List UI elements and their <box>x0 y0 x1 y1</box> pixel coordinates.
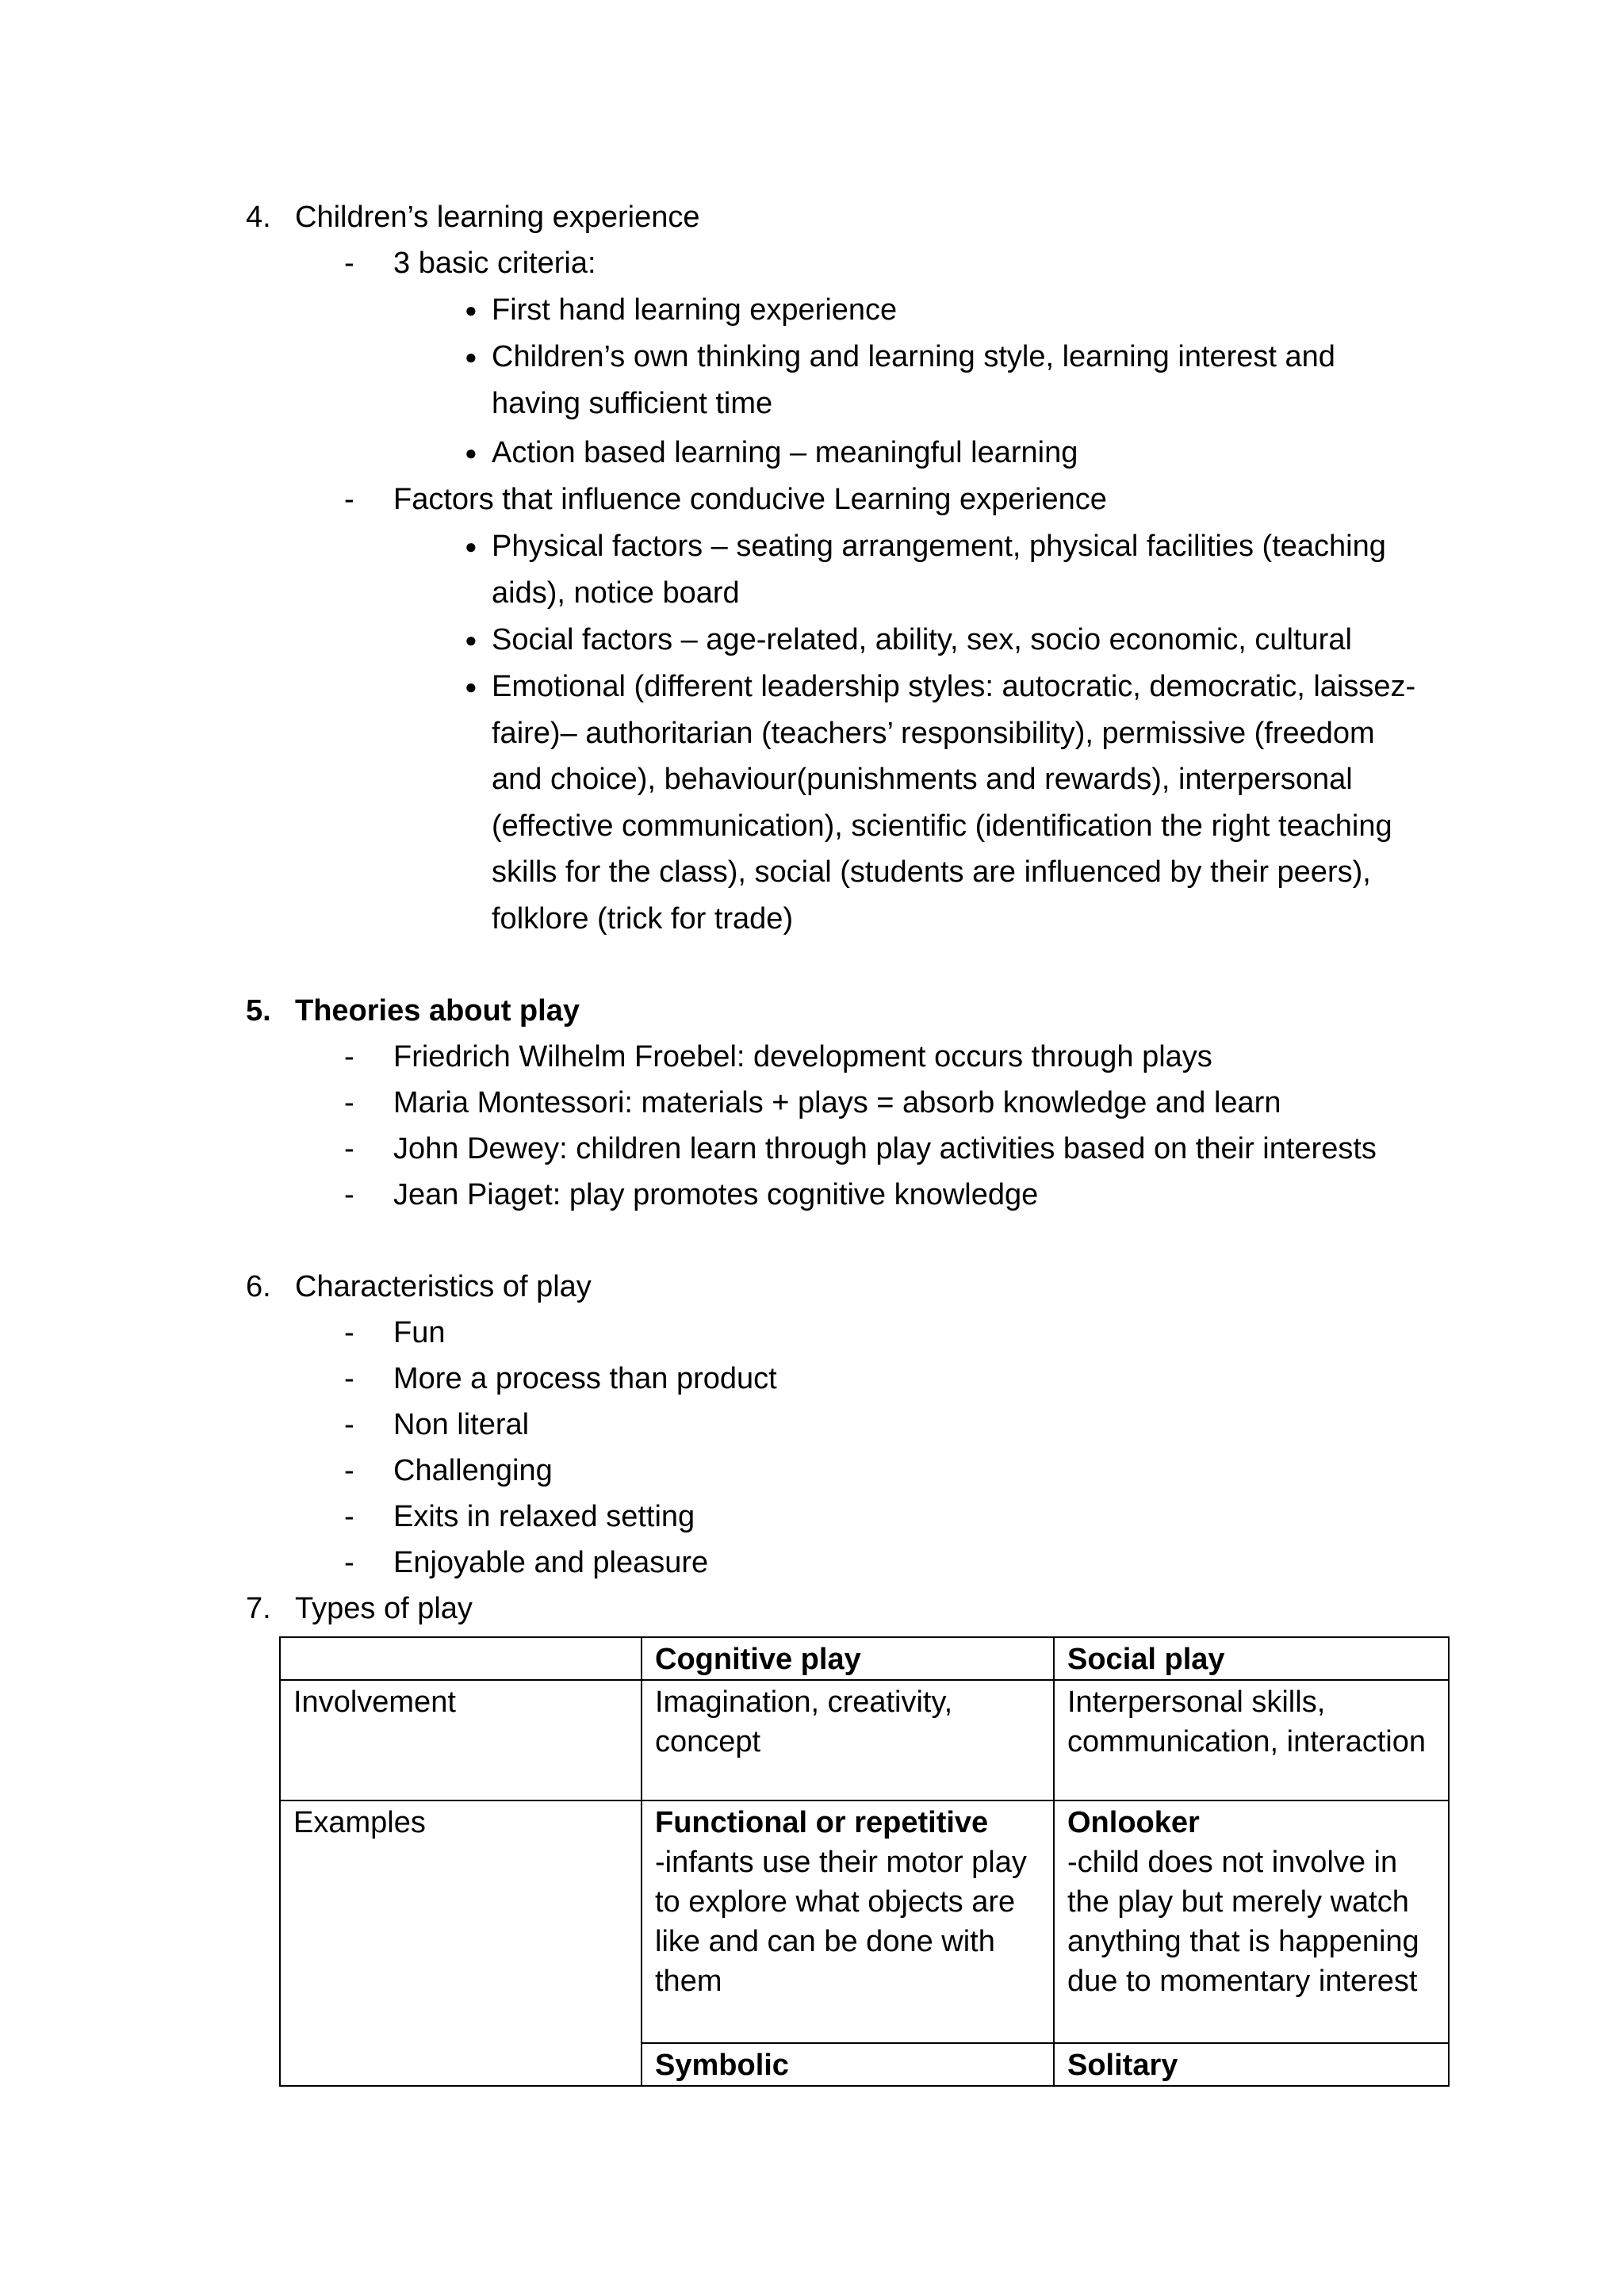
section-title: Theories about play <box>295 994 580 1027</box>
dash-marker: - <box>344 1546 354 1579</box>
factor-item: Social factors – age-related, ability, sex, socio economic, cultural <box>492 623 1352 656</box>
bullet-marker: ● <box>465 345 477 369</box>
bullet-item <box>492 523 1396 616</box>
play-type-title: Onlooker <box>1067 1806 1200 1839</box>
table-header-cell <box>280 1637 642 1680</box>
section-number: 5. <box>246 994 271 1027</box>
criteria-item: First hand learning experience <box>492 293 898 327</box>
dash-marker: - <box>344 1454 354 1487</box>
row-label-cell: Involvement <box>280 1680 642 1800</box>
dash-marker: - <box>344 1362 354 1395</box>
dash-marker: - <box>344 1316 354 1349</box>
factor-item: Physical factors – seating arrangement, physical facilities (teaching aids), notice board <box>492 530 1386 610</box>
section-title: Children’s learning experience <box>295 201 700 234</box>
theory-item: John Dewey: children learn through play activities based on their interests <box>393 1132 1377 1165</box>
types-of-play-table <box>279 1636 1450 2087</box>
bullet-marker: ● <box>465 675 477 698</box>
criteria-item: Action based learning – meaningful learning <box>492 436 1078 469</box>
characteristic-item: Challenging <box>393 1454 553 1487</box>
bullet-marker: ● <box>465 534 477 558</box>
characteristic-item: Exits in relaxed setting <box>393 1500 695 1533</box>
play-type-description: -child does not involve in the play but merely watch anything that is happening due to momentary interest <box>1067 1846 1419 1998</box>
dash-marker: - <box>344 483 354 516</box>
bullet-item <box>492 664 1431 942</box>
table-cell <box>642 2043 1054 2086</box>
theory-item: Jean Piaget: play promotes cognitive knowledge <box>393 1178 1039 1211</box>
dash-marker: - <box>344 1040 354 1073</box>
section-title: Types of play <box>295 1592 473 1625</box>
factors-label: Factors that influence conducive Learning experience <box>393 483 1107 516</box>
table-cell <box>642 1800 1054 2043</box>
bullet-item <box>492 334 1396 427</box>
criteria-label: 3 basic criteria: <box>393 247 596 280</box>
characteristic-item: More a process than product <box>393 1362 777 1395</box>
play-type-title: Symbolic <box>655 2049 789 2082</box>
characteristic-item: Fun <box>393 1316 446 1349</box>
table-cell: Interpersonal skills, communication, interaction <box>1054 1680 1449 1800</box>
characteristic-item: Enjoyable and pleasure <box>393 1546 709 1579</box>
table-header-cell: Cognitive play <box>642 1637 1054 1680</box>
section-number: 6. <box>246 1270 271 1303</box>
factor-item: Emotional (different leadership styles: autocratic, democratic, laissez-faire)– authoritarian (teachers’ responsibility), permissive (freedom and choice), behaviour(punishments and rewards), interpersonal (effective communication), scientific (identification the right teaching skills for the class), social (students are influenced by their peers), folklore (trick for trade) <box>492 670 1416 936</box>
bullet-marker: ● <box>465 298 477 322</box>
table-cell <box>1054 2043 1449 2086</box>
bullet-marker: ● <box>465 441 477 465</box>
table-cell: Imagination, creativity, concept <box>642 1680 1054 1800</box>
dash-marker: - <box>344 1408 354 1441</box>
dash-marker: - <box>344 247 354 280</box>
table-row <box>280 1680 1449 1800</box>
criteria-item: Children’s own thinking and learning style, learning interest and having sufficient time <box>492 340 1335 420</box>
table-header-row <box>280 1637 1449 1680</box>
section-number: 4. <box>246 201 271 234</box>
theory-item: Friedrich Wilhelm Froebel: development occurs through plays <box>393 1040 1212 1073</box>
table-header-cell: Social play <box>1054 1637 1449 1680</box>
section-number: 7. <box>246 1592 271 1625</box>
dash-marker: - <box>344 1178 354 1211</box>
play-type-title: Functional or repetitive <box>655 1806 989 1839</box>
dash-marker: - <box>344 1500 354 1533</box>
dash-marker: - <box>344 1086 354 1119</box>
table-row <box>280 1800 1449 2043</box>
table-cell <box>1054 1800 1449 2043</box>
theory-item: Maria Montessori: materials + plays = absorb knowledge and learn <box>393 1086 1281 1119</box>
bullet-marker: ● <box>465 628 477 652</box>
row-label-cell: Examples <box>280 1800 642 2086</box>
play-type-title: Solitary <box>1067 2049 1178 2082</box>
characteristic-item: Non literal <box>393 1408 530 1441</box>
play-type-description: -infants use their motor play to explore what objects are like and can be done with them <box>655 1846 1027 1998</box>
dash-marker: - <box>344 1132 354 1165</box>
section-title: Characteristics of play <box>295 1270 592 1303</box>
